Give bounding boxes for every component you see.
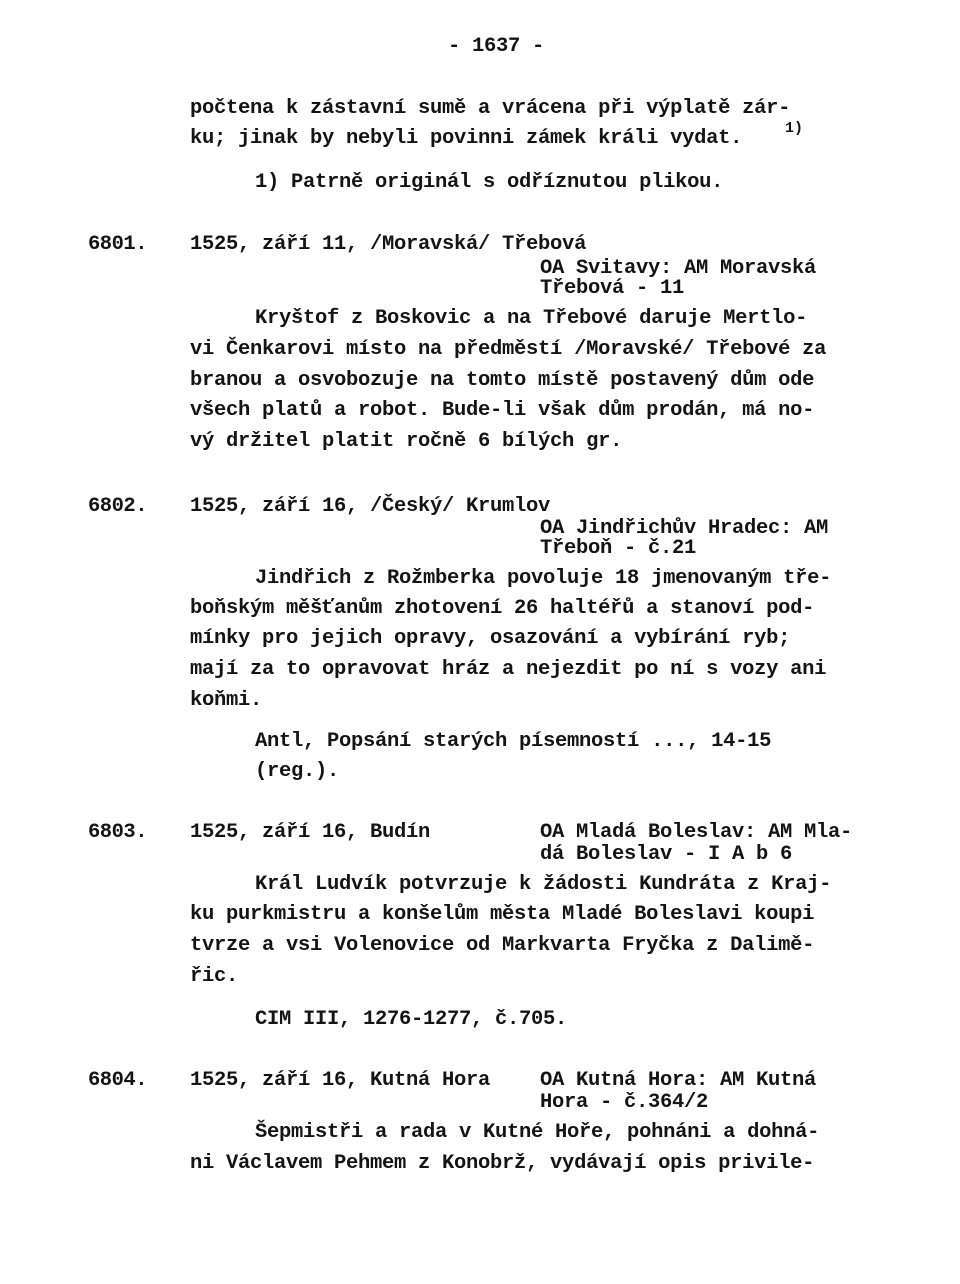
intro-line: ku; jinak by nebyli povinni zámek králi vydat. xyxy=(190,127,743,150)
entry-archive-line: OA Mladá Boleslav: AM Mla- xyxy=(540,821,853,844)
page-number: - 1637 - xyxy=(448,35,545,58)
entry-date-place: 1525, září 16, /Český/ Krumlov xyxy=(190,495,551,518)
entry-body-line: řic. xyxy=(190,965,239,988)
entry-number: 6801. xyxy=(88,233,148,256)
intro-line: počtena k zástavní sumě a vrácena při výplatě zár- xyxy=(190,97,791,120)
entry-source-line: (reg.). xyxy=(255,760,340,783)
entry-body-line: Kryštof z Boskovic a na Třebové daruje Mertlo- xyxy=(255,307,808,330)
entry-body-line: tvrze a vsi Volenovice od Markvarta Fryčka z Dalimě- xyxy=(190,934,815,957)
entry-date-place: 1525, září 16, Kutná Hora xyxy=(190,1069,491,1092)
entry-body-line: koňmi. xyxy=(190,689,263,712)
entry-archive-line: OA Kutná Hora: AM Kutná xyxy=(540,1069,817,1092)
entry-date-place: 1525, září 11, /Moravská/ Třebová xyxy=(190,233,587,256)
entry-body-line: vý držitel platit ročně 6 bílých gr. xyxy=(190,430,623,453)
entry-body-line: branou a osvobozuje na tomto místě postavený dům ode xyxy=(190,369,815,392)
entry-body-line: mínky pro jejich opravy, osazování a vybírání ryb; xyxy=(190,627,791,650)
entry-body-line: Král Ludvík potvrzuje k žádosti Kundráta z Kraj- xyxy=(255,873,832,896)
entry-body-line: Šepmistři a rada v Kutné Hoře, pohnáni a dohná- xyxy=(255,1121,820,1144)
entry-archive-line: Hora - č.364/2 xyxy=(540,1091,709,1114)
footnote-marker: 1) xyxy=(785,120,804,137)
entry-body-line: ni Václavem Pehmem z Konobrž, vydávají opis privile- xyxy=(190,1152,815,1175)
entry-number: 6804. xyxy=(88,1069,148,1092)
entry-body-line: Jindřich z Rožmberka povoluje 18 jmenovaným tře- xyxy=(255,567,832,590)
entry-number: 6803. xyxy=(88,821,148,844)
entry-body-line: boňským měšťanům zhotovení 26 haltéřů a stanoví pod- xyxy=(190,597,815,620)
entry-source-line: CIM III, 1276-1277, č.705. xyxy=(255,1008,568,1031)
entry-archive-line: dá Boleslav - I A b 6 xyxy=(540,843,793,866)
entry-date-place: 1525, září 16, Budín xyxy=(190,821,431,844)
entry-body-line: vi Čenkarovi místo na předměstí /Moravské/ Třebové za xyxy=(190,338,827,361)
entry-number: 6802. xyxy=(88,495,148,518)
entry-source-line: Antl, Popsání starých písemností ..., 14-15 xyxy=(255,730,772,753)
entry-body-line: ku purkmistru a konšelům města Mladé Boleslavi koupi xyxy=(190,903,815,926)
entry-archive-line: OA Jindřichův Hradec: AM xyxy=(540,517,829,540)
entry-body-line: všech platů a robot. Bude-li však dům prodán, má no- xyxy=(190,399,815,422)
entry-archive-line: OA Svitavy: AM Moravská xyxy=(540,257,817,280)
entry-archive-line: Třeboň - č.21 xyxy=(540,537,697,560)
footnote: 1) Patrně originál s odříznutou plikou. xyxy=(255,171,724,194)
entry-body-line: mají za to opravovat hráz a nejezdit po ní s vozy ani xyxy=(190,658,827,681)
entry-archive-line: Třebová - 11 xyxy=(540,277,685,300)
